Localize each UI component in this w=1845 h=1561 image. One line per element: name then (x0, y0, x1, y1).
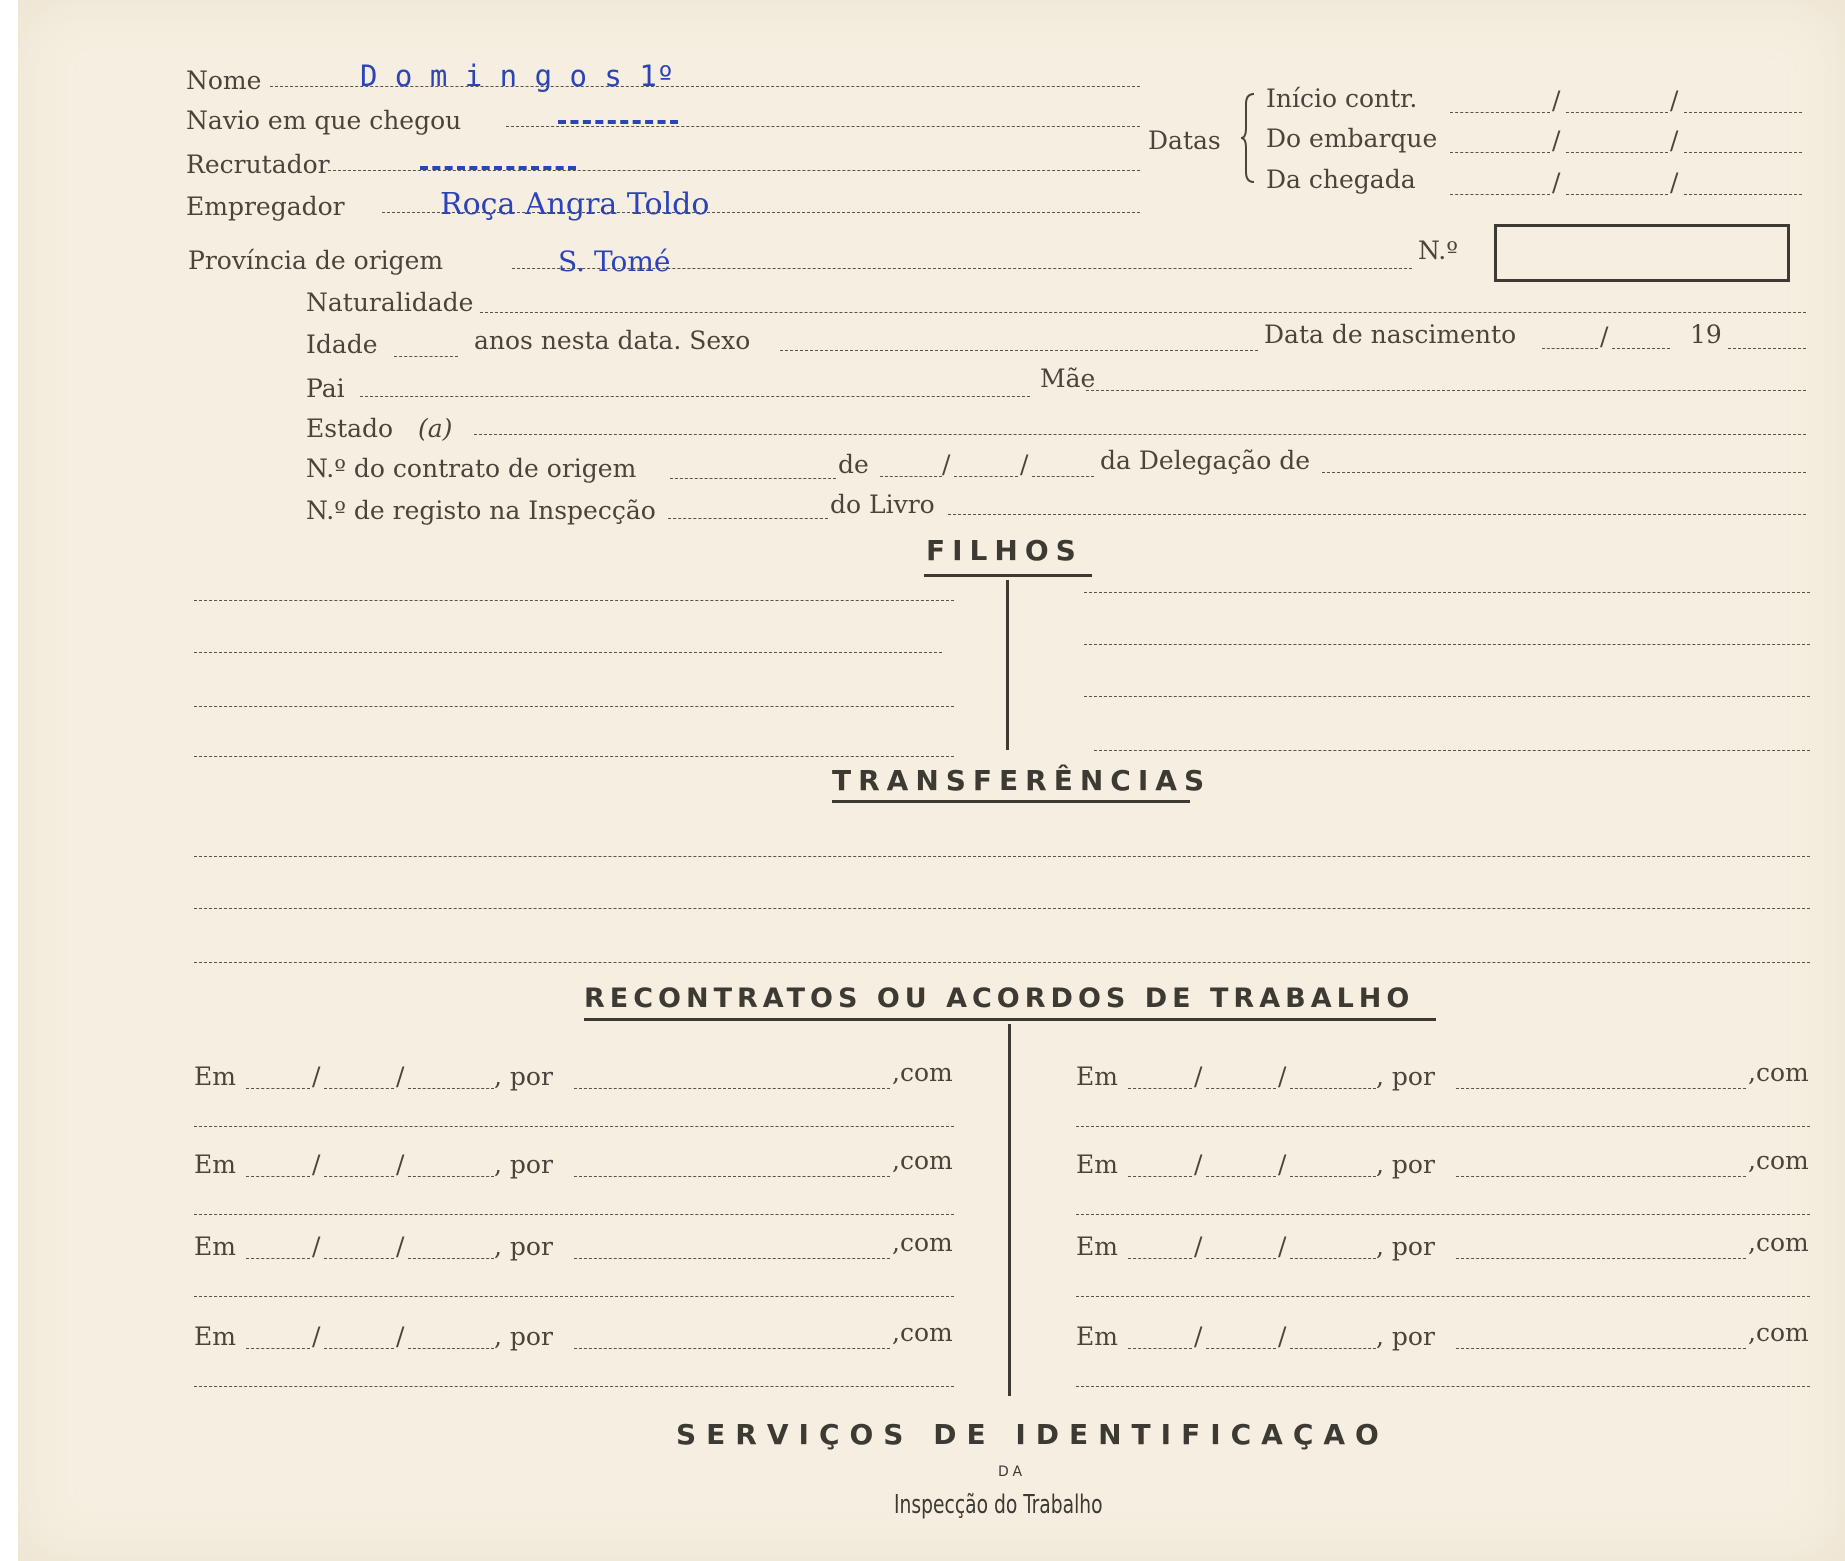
recontrato-por-line (574, 1348, 890, 1349)
contrato-year-line (1032, 476, 1094, 477)
recontrato-day-line (1128, 1348, 1192, 1349)
recontrato-por-label: , por (1376, 1062, 1435, 1091)
empregador-value: Roça Angra Toldo (440, 187, 710, 222)
recontrato-com-label: ,com (1748, 1146, 1809, 1175)
recontrato-continuation-line (1076, 1214, 1810, 1215)
recontrato-continuation-line (194, 1214, 954, 1215)
recontrato-day-line (246, 1176, 310, 1177)
recontrato-slash-2: / (1278, 1062, 1287, 1091)
recontrato-por-label: , por (1376, 1232, 1435, 1261)
recontrato-por-line (1456, 1176, 1746, 1177)
recontrato-continuation-line (194, 1386, 954, 1387)
navio-line (506, 126, 1140, 127)
recontrato-com-label: ,com (892, 1318, 953, 1347)
recontrato-slash-1: / (312, 1150, 321, 1179)
filhos-left-line-3 (194, 706, 954, 707)
filhos-underline (924, 574, 1092, 577)
inicio-day-line (1450, 112, 1550, 113)
nascimento-month-line (1612, 348, 1670, 349)
identification-card (18, 0, 1845, 1561)
recontrato-slash-2: / (396, 1062, 405, 1091)
idade-label: Idade (306, 330, 378, 359)
recontrato-em-label: Em (1076, 1232, 1118, 1261)
estado-label: Estado (306, 414, 394, 443)
recontrato-month-line (324, 1176, 394, 1177)
recontrato-por-line (574, 1176, 890, 1177)
nascimento-year-prefix: 19 (1690, 320, 1722, 349)
inicio-month-line (1566, 112, 1668, 113)
recontrato-com-label: ,com (1748, 1228, 1809, 1257)
nascimento-slash: / (1600, 322, 1609, 351)
numero-label: N.º (1418, 236, 1458, 265)
recontrato-por-label: , por (494, 1232, 553, 1261)
embarque-slash-1: / (1552, 126, 1561, 155)
recontratos-heading: RECONTRATOS OU ACORDOS DE TRABALHO (584, 983, 1415, 1014)
recontrato-year-line (1290, 1348, 1376, 1349)
recontrato-por-label: , por (494, 1322, 553, 1351)
transferencias-underline (832, 800, 1190, 803)
nascimento-year-line (1728, 348, 1806, 349)
inicio-slash-1: / (1552, 86, 1561, 115)
recontrato-month-line (324, 1348, 394, 1349)
transferencias-line-1 (194, 856, 1810, 857)
registo-line (668, 518, 828, 519)
sexo-line (780, 350, 1258, 351)
recontrato-com-label: ,com (1748, 1058, 1809, 1087)
contrato-slash-2: / (1020, 450, 1029, 479)
recontrato-year-line (408, 1088, 494, 1089)
recontrato-slash-1: / (312, 1232, 321, 1261)
recontrato-continuation-line (1076, 1126, 1810, 1127)
recontratos-divider (1008, 1024, 1011, 1396)
recontrato-por-line (1456, 1088, 1746, 1089)
recontrato-year-line (1290, 1176, 1376, 1177)
recontrato-month-line (324, 1088, 394, 1089)
chegada-label: Da chegada (1266, 165, 1416, 194)
recontrato-por-line (1456, 1258, 1746, 1259)
chegada-month-line (1566, 194, 1668, 195)
recontrato-com-label: ,com (892, 1058, 953, 1087)
recontrato-day-line (1128, 1088, 1192, 1089)
chegada-slash-1: / (1552, 168, 1561, 197)
chegada-slash-2: / (1670, 168, 1679, 197)
recontrato-por-label: , por (1376, 1150, 1435, 1179)
filhos-left-line-1 (194, 600, 954, 601)
recontrato-por-label: , por (1376, 1322, 1435, 1351)
empregador-label: Empregador (186, 192, 345, 221)
recontratos-underline (584, 1018, 1436, 1021)
recontrato-em-label: Em (1076, 1150, 1118, 1179)
recontrato-slash-2: / (1278, 1150, 1287, 1179)
recontrato-com-label: ,com (892, 1146, 953, 1175)
provincia-label: Província de origem (188, 246, 444, 275)
inicio-year-line (1684, 112, 1802, 113)
contrato-month-line (954, 476, 1018, 477)
recontrato-em-label: Em (1076, 1062, 1118, 1091)
transferencias-line-3 (194, 962, 1810, 963)
embarque-month-line (1566, 152, 1668, 153)
chegada-year-line (1684, 194, 1802, 195)
transferencias-heading: TRANSFERÊNCIAS (832, 764, 1212, 797)
filhos-heading: FILHOS (926, 534, 1083, 567)
delegacao-line (1322, 472, 1806, 473)
recontrato-continuation-line (1076, 1386, 1810, 1387)
filhos-right-line-3 (1084, 696, 1810, 697)
numero-box (1494, 224, 1790, 282)
recontrato-com-label: ,com (1748, 1318, 1809, 1347)
recontrato-em-label: Em (194, 1150, 236, 1179)
recrutador-line (328, 170, 1140, 171)
delegacao-label: da Delegação de (1100, 446, 1311, 475)
recontrato-year-line (1290, 1258, 1376, 1259)
livro-label: do Livro (830, 490, 935, 519)
recontrato-year-line (1290, 1088, 1376, 1089)
recontrato-slash-1: / (1194, 1150, 1203, 1179)
naturalidade-label: Naturalidade (306, 288, 474, 317)
nome-value: D o m i n g o s 1º (360, 59, 675, 93)
recontrato-continuation-line (194, 1296, 954, 1297)
navio-typed-dashes (558, 120, 678, 124)
idade-line (394, 356, 458, 357)
recontrato-slash-1: / (312, 1062, 321, 1091)
recontrato-day-line (246, 1088, 310, 1089)
contrato-de-label: de (838, 450, 869, 479)
recontrato-slash-2: / (1278, 1322, 1287, 1351)
recontrato-year-line (408, 1348, 494, 1349)
recontrato-por-label: , por (494, 1062, 553, 1091)
recontrato-com-label: ,com (892, 1228, 953, 1257)
anos-sexo-label: anos nesta data. Sexo (474, 326, 751, 355)
footer-inspeccao: Inspecção do Trabalho (894, 1490, 1103, 1520)
recontrato-slash-2: / (396, 1232, 405, 1261)
recrutador-label: Recrutador (186, 150, 330, 179)
registo-label: N.º de registo na Inspecção (306, 496, 656, 525)
recontrato-slash-2: / (396, 1322, 405, 1351)
inicio-label: Início contr. (1266, 84, 1418, 113)
embarque-year-line (1684, 152, 1802, 153)
recontrato-month-line (1206, 1258, 1276, 1259)
embarque-label: Do embarque (1266, 124, 1438, 153)
recontrato-slash-2: / (396, 1150, 405, 1179)
provincia-value: S. Tomé (558, 245, 671, 278)
transferencias-line-2 (194, 908, 1810, 909)
recontrato-por-line (574, 1088, 890, 1089)
contrato-slash-1: / (942, 450, 951, 479)
contrato-label: N.º do contrato de origem (306, 454, 637, 483)
chegada-day-line (1450, 194, 1550, 195)
naturalidade-line (480, 312, 1806, 313)
recontrato-slash-2: / (1278, 1232, 1287, 1261)
embarque-slash-2: / (1670, 126, 1679, 155)
recontrato-month-line (1206, 1176, 1276, 1177)
recontrato-day-line (1128, 1176, 1192, 1177)
recontrato-year-line (408, 1176, 494, 1177)
recontrato-month-line (1206, 1088, 1276, 1089)
recontrato-continuation-line (194, 1126, 954, 1127)
mae-line (1086, 390, 1806, 391)
filhos-left-line-4 (194, 756, 954, 757)
nascimento-day-line (1542, 348, 1598, 349)
filhos-right-line-2 (1084, 644, 1810, 645)
recontrato-em-label: Em (194, 1232, 236, 1261)
recontrato-continuation-line (1076, 1296, 1810, 1297)
nascimento-label: Data de nascimento (1264, 320, 1517, 349)
recontrato-slash-1: / (1194, 1062, 1203, 1091)
recontrato-em-label: Em (194, 1322, 236, 1351)
livro-line (948, 514, 1806, 515)
filhos-left-line-2 (194, 652, 942, 653)
recontrato-year-line (408, 1258, 494, 1259)
filhos-right-line-1 (1084, 592, 1810, 593)
recontrato-por-label: , por (494, 1150, 553, 1179)
estado-line (474, 434, 1806, 435)
navio-label: Navio em que chegou (186, 106, 462, 135)
filhos-divider (1006, 580, 1009, 750)
contrato-day-line (880, 476, 942, 477)
recontrato-em-label: Em (194, 1062, 236, 1091)
recontrato-slash-1: / (1194, 1322, 1203, 1351)
filhos-right-line-4 (1094, 750, 1810, 751)
recontrato-slash-1: / (312, 1322, 321, 1351)
embarque-day-line (1450, 152, 1550, 153)
recontrato-month-line (1206, 1348, 1276, 1349)
recontrato-em-label: Em (1076, 1322, 1118, 1351)
recontrato-day-line (246, 1348, 310, 1349)
estado-note: (a) (418, 414, 453, 443)
datas-label: Datas (1148, 126, 1221, 155)
pai-line (360, 396, 1030, 397)
contrato-line (670, 478, 836, 479)
recrutador-typed-dashes (420, 166, 576, 170)
recontrato-day-line (246, 1258, 310, 1259)
recontrato-por-line (574, 1258, 890, 1259)
recontrato-day-line (1128, 1258, 1192, 1259)
datas-brace-icon (1240, 92, 1260, 184)
mae-label: Mãe (1040, 364, 1096, 393)
recontrato-por-line (1456, 1348, 1746, 1349)
recontrato-slash-1: / (1194, 1232, 1203, 1261)
pai-label: Pai (306, 374, 345, 403)
recontrato-month-line (324, 1258, 394, 1259)
inicio-slash-2: / (1670, 86, 1679, 115)
footer-da: DA (998, 1464, 1027, 1480)
footer-servicos: SERVIÇOS DE IDENTIFICAÇAO (676, 1418, 1389, 1451)
nome-label: Nome (186, 66, 262, 95)
